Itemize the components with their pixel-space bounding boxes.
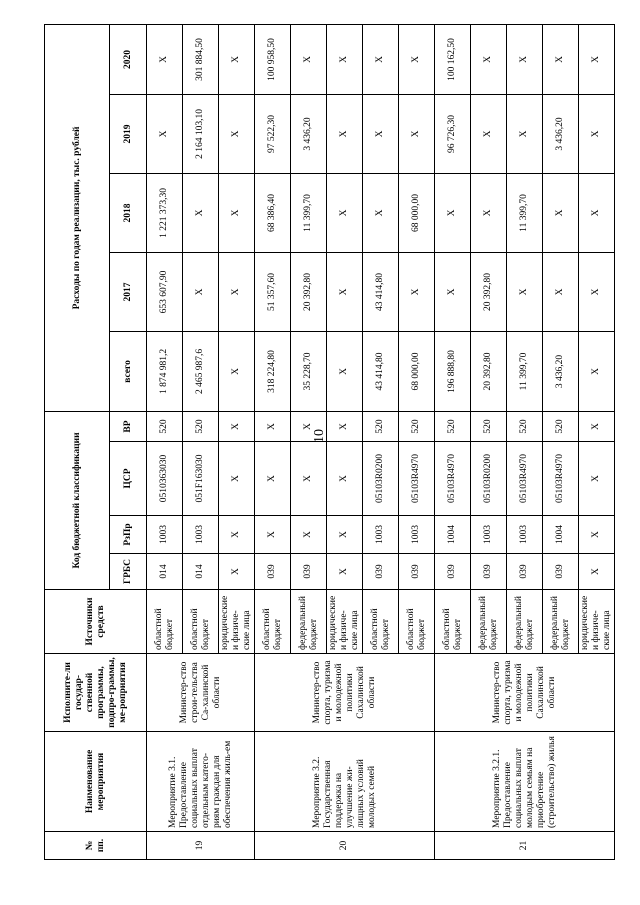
cell-csr: 05103R4970 [507,442,543,516]
header-source: Источники средств [45,590,147,654]
cell-csr: 05103R0200 [363,442,399,516]
header-expenses-group: Расходы по годам реализации, тыс. рублей [45,24,110,411]
expenses-table [44,24,615,860]
cell-csr: X [219,442,255,516]
cell-total: 68 000,00 [399,331,435,411]
measure-name: Мероприятие 3.2.1. Предоставление социальных выплат молодым семьям на приобретение (строительство) жилья [435,732,615,832]
cell-vr: X [219,411,255,441]
cell-y2018: X [471,173,507,252]
cell-y2020: X [327,24,363,94]
cell-source: юридические и физиче-ские лица [327,590,363,654]
cell-y2018: X [327,173,363,252]
header-2020: 2020 [110,24,147,94]
cell-grbs: 039 [255,554,291,590]
cell-y2018: X [219,173,255,252]
cell-y2019: X [219,94,255,173]
cell-source: федеральный бюджет [291,590,327,654]
table-body [147,24,615,859]
cell-y2019: 3 436,20 [543,94,579,173]
cell-y2020: 100 162,50 [435,24,471,94]
cell-y2020: X [147,24,183,94]
header-2019: 2019 [110,94,147,173]
cell-csr: X [255,442,291,516]
cell-grbs: 039 [507,554,543,590]
cell-y2020: X [471,24,507,94]
cell-y2018: 1 221 373,30 [147,173,183,252]
cell-y2020: X [399,24,435,94]
cell-y2017: 653 607,90 [147,252,183,331]
cell-rzpr: 1003 [507,516,543,554]
executor: Министер-ство строи-тельства Са-халинской области [147,654,255,732]
cell-total: 3 436,20 [543,331,579,411]
cell-total: X [327,331,363,411]
cell-y2019: X [363,94,399,173]
cell-y2020: X [543,24,579,94]
cell-csr: X [579,442,615,516]
cell-vr: 520 [183,411,219,441]
cell-vr: 520 [471,411,507,441]
cell-grbs: 014 [147,554,183,590]
cell-y2017: X [219,252,255,331]
cell-y2017: X [435,252,471,331]
cell-rzpr: X [579,516,615,554]
cell-total: 43 414,80 [363,331,399,411]
row-number: 19 [147,832,255,860]
executor: Министер-ство спорта, туризма и молодежной политики Сахалинской области [435,654,615,732]
cell-y2018: X [435,173,471,252]
cell-source: федеральный бюджет [507,590,543,654]
cell-total: X [219,331,255,411]
cell-csr: 05103R4970 [435,442,471,516]
cell-source: юридические и физиче-ские лица [219,590,255,654]
cell-y2017: X [399,252,435,331]
cell-total: 2 465 987,6 [183,331,219,411]
cell-y2019: 3 436,20 [291,94,327,173]
cell-grbs: 039 [291,554,327,590]
cell-vr: X [579,411,615,441]
cell-y2017: X [579,252,615,331]
header-2018: 2018 [110,173,147,252]
cell-source: областной бюджет [435,590,471,654]
cell-vr: 520 [147,411,183,441]
cell-source: областной бюджет [399,590,435,654]
cell-grbs: X [219,554,255,590]
cell-y2018: 11 399,70 [291,173,327,252]
cell-rzpr: 1003 [399,516,435,554]
cell-total: 11 399,70 [507,331,543,411]
table-row [435,24,471,859]
cell-vr: 520 [507,411,543,441]
cell-y2018: X [543,173,579,252]
header-total: всего [110,331,147,411]
cell-grbs: X [579,554,615,590]
cell-grbs: 039 [471,554,507,590]
cell-y2019: 97 522,30 [255,94,291,173]
cell-y2017: X [183,252,219,331]
cell-vr: X [255,411,291,441]
cell-y2020: 301 884,50 [183,24,219,94]
cell-total: 1 874 981,2 [147,331,183,411]
cell-y2019: X [471,94,507,173]
measure-name: Мероприятие 3.2. Государственная поддержка на улучшение жи-лищных условий молодых семей [255,732,435,832]
cell-vr: X [327,411,363,441]
cell-rzpr: 1003 [183,516,219,554]
table-row [255,24,291,859]
page-number: 10 [312,429,327,443]
cell-csr: 0510363030 [147,442,183,516]
cell-total: 35 228,70 [291,331,327,411]
cell-rzpr: 1004 [435,516,471,554]
cell-total: X [579,331,615,411]
cell-y2020: 100 958,50 [255,24,291,94]
cell-y2018: 68 000,00 [399,173,435,252]
header-csr: ЦСР [110,442,147,516]
measure-name: Мероприятие 3.1. Предоставление социальных выплат отдельным катего-риям граждан для обеспечения жиль-ем [147,732,255,832]
cell-total: 196 888,80 [435,331,471,411]
cell-vr: X [291,411,327,441]
cell-y2017: 20 392,80 [471,252,507,331]
cell-csr: X [327,442,363,516]
cell-rzpr: X [327,516,363,554]
executor: Министер-ство спорта, туризма и молодежной политики Сахалинской области [255,654,435,732]
cell-total: 20 392,80 [471,331,507,411]
cell-y2018: 68 386,40 [255,173,291,252]
header-rzpr: РзПр [110,516,147,554]
cell-csr: 051F163030 [183,442,219,516]
cell-grbs: 039 [399,554,435,590]
cell-vr: 520 [399,411,435,441]
cell-vr: 520 [435,411,471,441]
cell-y2020: X [219,24,255,94]
cell-y2018: X [183,173,219,252]
cell-y2019: 96 726,30 [435,94,471,173]
cell-y2017: 43 414,80 [363,252,399,331]
header-vr: ВР [110,411,147,441]
cell-csr: X [291,442,327,516]
cell-y2019: X [507,94,543,173]
cell-grbs: 039 [543,554,579,590]
cell-vr: 520 [543,411,579,441]
header-name: Наименование мероприятия [45,732,147,832]
cell-grbs: 039 [363,554,399,590]
cell-y2017: X [507,252,543,331]
cell-y2019: X [399,94,435,173]
cell-y2020: X [579,24,615,94]
cell-csr: 05103R4970 [543,442,579,516]
cell-source: областной бюджет [183,590,219,654]
table-row [147,24,183,859]
cell-y2019: X [327,94,363,173]
cell-rzpr: 1003 [471,516,507,554]
cell-y2017: 51 357,60 [255,252,291,331]
header-no: № пп. [45,832,147,860]
rotated-table-wrapper [44,25,612,860]
cell-rzpr: X [219,516,255,554]
cell-y2018: X [363,173,399,252]
cell-y2019: 2 164 103,10 [183,94,219,173]
cell-y2019: X [579,94,615,173]
cell-y2020: X [507,24,543,94]
cell-source: юридические и физиче-ские лица [579,590,615,654]
cell-grbs: 039 [435,554,471,590]
cell-y2020: X [363,24,399,94]
cell-grbs: X [327,554,363,590]
cell-rzpr: 1003 [147,516,183,554]
cell-total: 318 224,80 [255,331,291,411]
cell-y2018: 11 399,70 [507,173,543,252]
cell-y2017: X [327,252,363,331]
cell-source: федеральный бюджет [471,590,507,654]
header-executor: Исполните-ли государ-ственной программы, подпро-граммы, ме-роприятия [45,654,147,732]
cell-y2017: X [543,252,579,331]
header-grbs: ГРБС [110,554,147,590]
cell-source: областной бюджет [147,590,183,654]
cell-rzpr: X [255,516,291,554]
header-code-group: Код бюджетной классификации [45,411,110,589]
cell-y2017: 20 392,80 [291,252,327,331]
cell-source: областной бюджет [363,590,399,654]
cell-rzpr: 1004 [543,516,579,554]
header-2017: 2017 [110,252,147,331]
row-number: 21 [435,832,615,860]
cell-csr: 05103R0200 [471,442,507,516]
cell-vr: 520 [363,411,399,441]
cell-rzpr: 1003 [363,516,399,554]
cell-y2019: X [147,94,183,173]
cell-source: областной бюджет [255,590,291,654]
cell-rzpr: X [291,516,327,554]
row-number: 20 [255,832,435,860]
cell-source: федеральный бюджет [543,590,579,654]
cell-y2020: X [291,24,327,94]
cell-grbs: 014 [183,554,219,590]
cell-y2018: X [579,173,615,252]
cell-csr: 05103R4970 [399,442,435,516]
